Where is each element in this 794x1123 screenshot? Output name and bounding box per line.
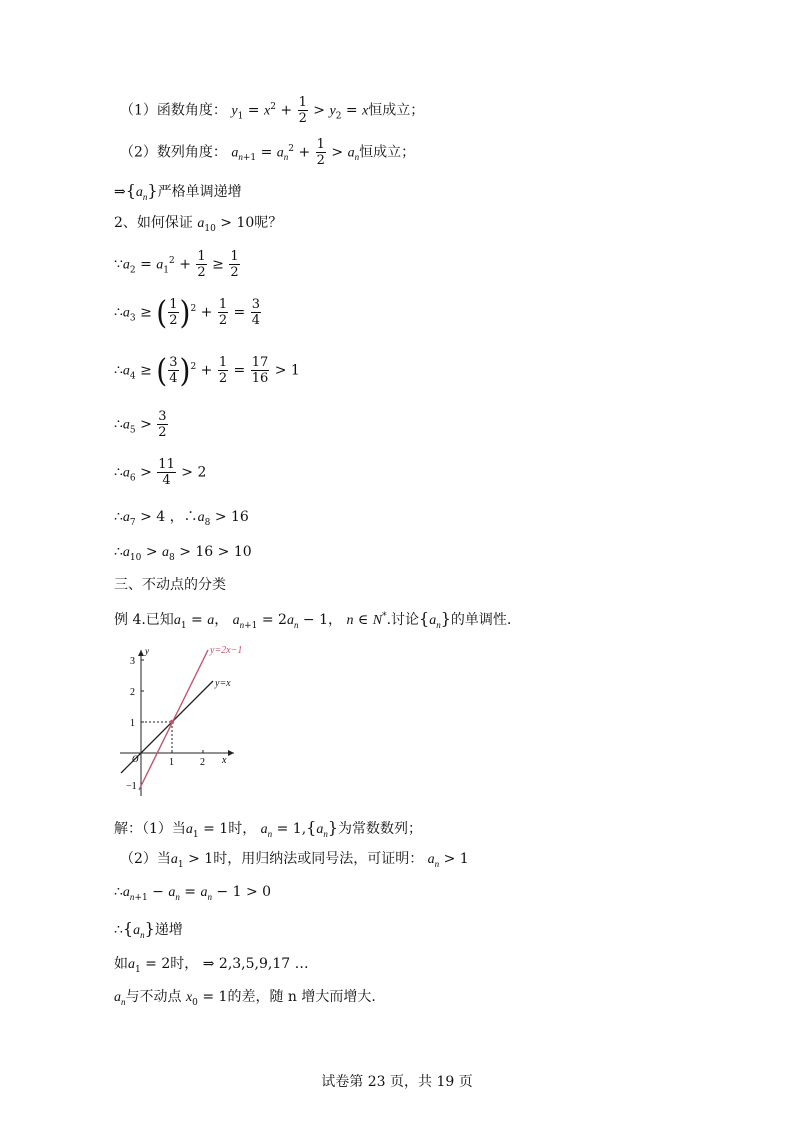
line-increasing: $\therefore\{a_n\}$递增 — [114, 919, 183, 940]
origin-label: O — [132, 754, 139, 764]
x-tick-label-2: 2 — [200, 757, 205, 768]
line-y-equals-2x-minus-1 — [139, 650, 208, 790]
line-example-a1-2: 如$a_1 = 2$时， ⇒ 2,3,5,9,17 … — [114, 956, 309, 975]
x-axis-label: x — [222, 755, 227, 766]
x-axis-arrow-icon — [228, 750, 234, 756]
line-function-angle: （1）函数角度： $y_1 = x^2$ + $\frac{1}{2}$ > $y_2 = x$恒成立； — [120, 95, 425, 126]
y-axis-arrow-icon — [138, 650, 144, 656]
y-tick-label-1: 1 — [130, 718, 135, 729]
line-a2: $\because a_2 = a_1^2$ + $\frac{1}{2}$ ≥ $\frac{1}{2}$ — [114, 249, 239, 280]
line-strictly-increasing: $\Rightarrow\{a_n\}$严格单调递增 — [114, 181, 242, 202]
line-difference: $\therefore a_{n+1} - a_n = a_n - 1 > 0$ — [114, 884, 272, 903]
line-a5: $\therefore a_5$ > $\frac{3}{2}$ — [114, 409, 167, 440]
y-tick-label-2: 2 — [130, 687, 135, 698]
line-a3: $\therefore a_3$ ≥ ( $\frac{1}{2}$ )$^2$ + $\frac{1}{2}$ = $\frac{3}{4}$ — [114, 292, 261, 331]
y-axis-label: y — [145, 646, 149, 656]
x-tick-label-1: 1 — [169, 757, 174, 768]
fixed-point-dot — [170, 720, 174, 724]
y-tick-label-3: 3 — [130, 656, 135, 667]
solution-case-2: （2）当$a_1 > 1$时，用归纳法或同号法，可证明： $a_n > 1$ — [120, 851, 469, 870]
line-a4: $\therefore a_4$ ≥ ( $\frac{3}{4}$ )$^2$ + $\frac{1}{2}$ = $\frac{17}{16}$ > 1 — [114, 350, 300, 389]
line-question-a10: 2、如何保证 $a_{10} > 10$呢？ — [114, 215, 283, 234]
line-a10: $\therefore a_{10} > a_8 > 16 > 10$ — [114, 544, 252, 563]
y-tick-label-neg1: −1 — [126, 781, 137, 792]
solution-case-1: 解：（1）当$a_1 = 1$时， $a_n = 1,\{a_n\}$为常数数列； — [114, 818, 423, 840]
section-heading-fixed-point-classification: 三、不动点的分类 — [114, 577, 226, 593]
fixed-point-graph — [112, 640, 242, 800]
page-footer: 试卷第 23 页，共 19 页 — [321, 1074, 473, 1090]
example-4: 例 4.已知$a_1 = a$， $a_{n+1} = 2a_n - 1$， n ∈ N*.讨论$\{a_n\}$的单调性. — [114, 609, 512, 631]
line-sequence-angle: （2）数列角度： $a_{n+1} = a_n^2$ + $\frac{1}{2}$ > $a_n$恒成立； — [120, 137, 416, 168]
line-a6: $\therefore a_6$ > $\frac{11}{4}$ > 2 — [114, 457, 207, 488]
line-a7-a8: $\therefore a_7 > 4$ ，$\therefore a_8 > 16$ — [114, 509, 249, 528]
line-fixed-point-difference: $a_n$与不动点 $x_0 = 1$的差，随 n 增大而增大. — [114, 989, 376, 1008]
label-y-2x-1: y=2x−1 — [210, 645, 242, 656]
label-y-x: y=x — [215, 678, 231, 689]
